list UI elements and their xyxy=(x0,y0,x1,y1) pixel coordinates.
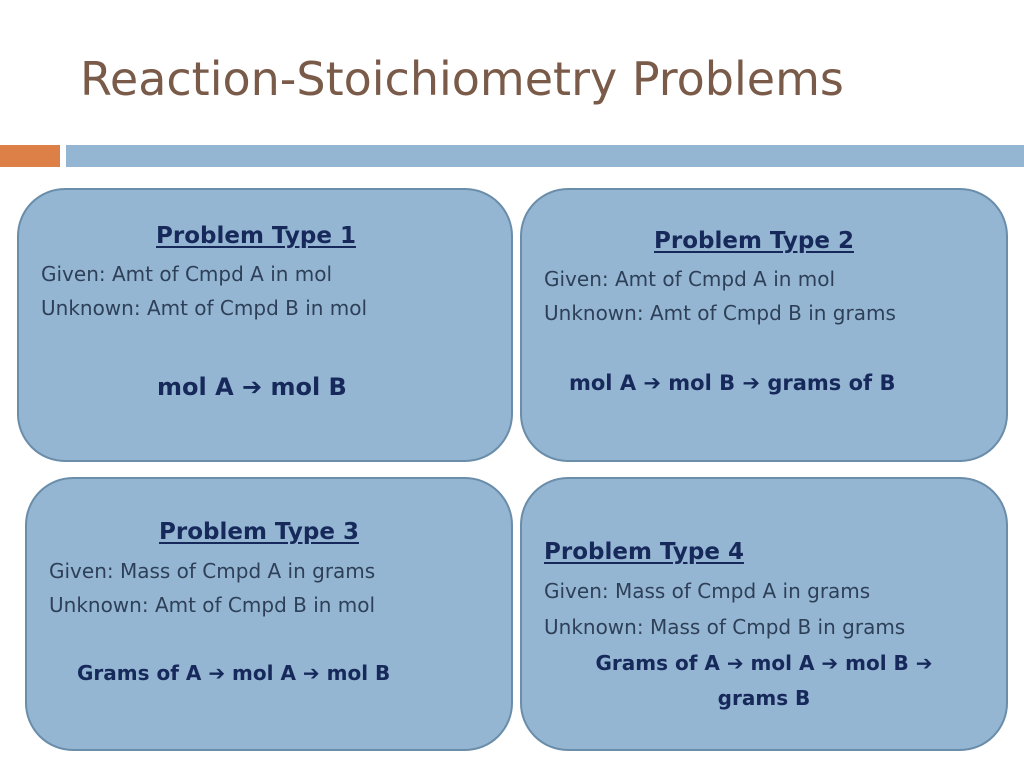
problem-type-2-card xyxy=(520,188,1008,462)
problem-type-1-heading: Problem Type 1 xyxy=(156,223,356,249)
problem-type-4-heading: Problem Type 4 xyxy=(544,539,744,565)
problem-type-2-formula: mol A ➔ mol B ➔ grams of B xyxy=(569,371,896,395)
problem-type-3-heading: Problem Type 3 xyxy=(159,519,359,545)
problem-type-1-card xyxy=(17,188,513,462)
problem-type-3-unknown: Unknown: Amt of Cmpd B in mol xyxy=(49,593,376,617)
accent-bar-blue xyxy=(66,145,1024,167)
accent-bar-orange xyxy=(0,145,60,167)
problem-type-1-given: Given: Amt of Cmpd A in mol xyxy=(41,262,333,286)
problem-type-3-card xyxy=(25,477,513,751)
problem-type-3-given: Given: Mass of Cmpd A in grams xyxy=(49,559,376,583)
problem-type-1-unknown: Unknown: Amt of Cmpd B in mol xyxy=(41,296,368,320)
slide-title: Reaction-Stoichiometry Problems xyxy=(80,52,844,106)
problem-type-2-unknown: Unknown: Amt of Cmpd B in grams xyxy=(544,301,896,325)
problem-type-4-given: Given: Mass of Cmpd A in grams xyxy=(544,579,871,603)
problem-type-4-formula-line-1: Grams of A ➔ mol A ➔ mol B ➔ xyxy=(595,651,933,675)
problem-type-3-formula: Grams of A ➔ mol A ➔ mol B xyxy=(77,661,391,685)
problem-type-1-formula: mol A ➔ mol B xyxy=(157,373,347,401)
problem-type-4-unknown: Unknown: Mass of Cmpd B in grams xyxy=(544,615,906,639)
problem-type-2-heading: Problem Type 2 xyxy=(654,228,854,254)
problem-type-4-card xyxy=(520,477,1008,751)
problem-type-4-formula-line-2: grams B xyxy=(717,686,811,710)
problem-type-2-given: Given: Amt of Cmpd A in mol xyxy=(544,267,836,291)
